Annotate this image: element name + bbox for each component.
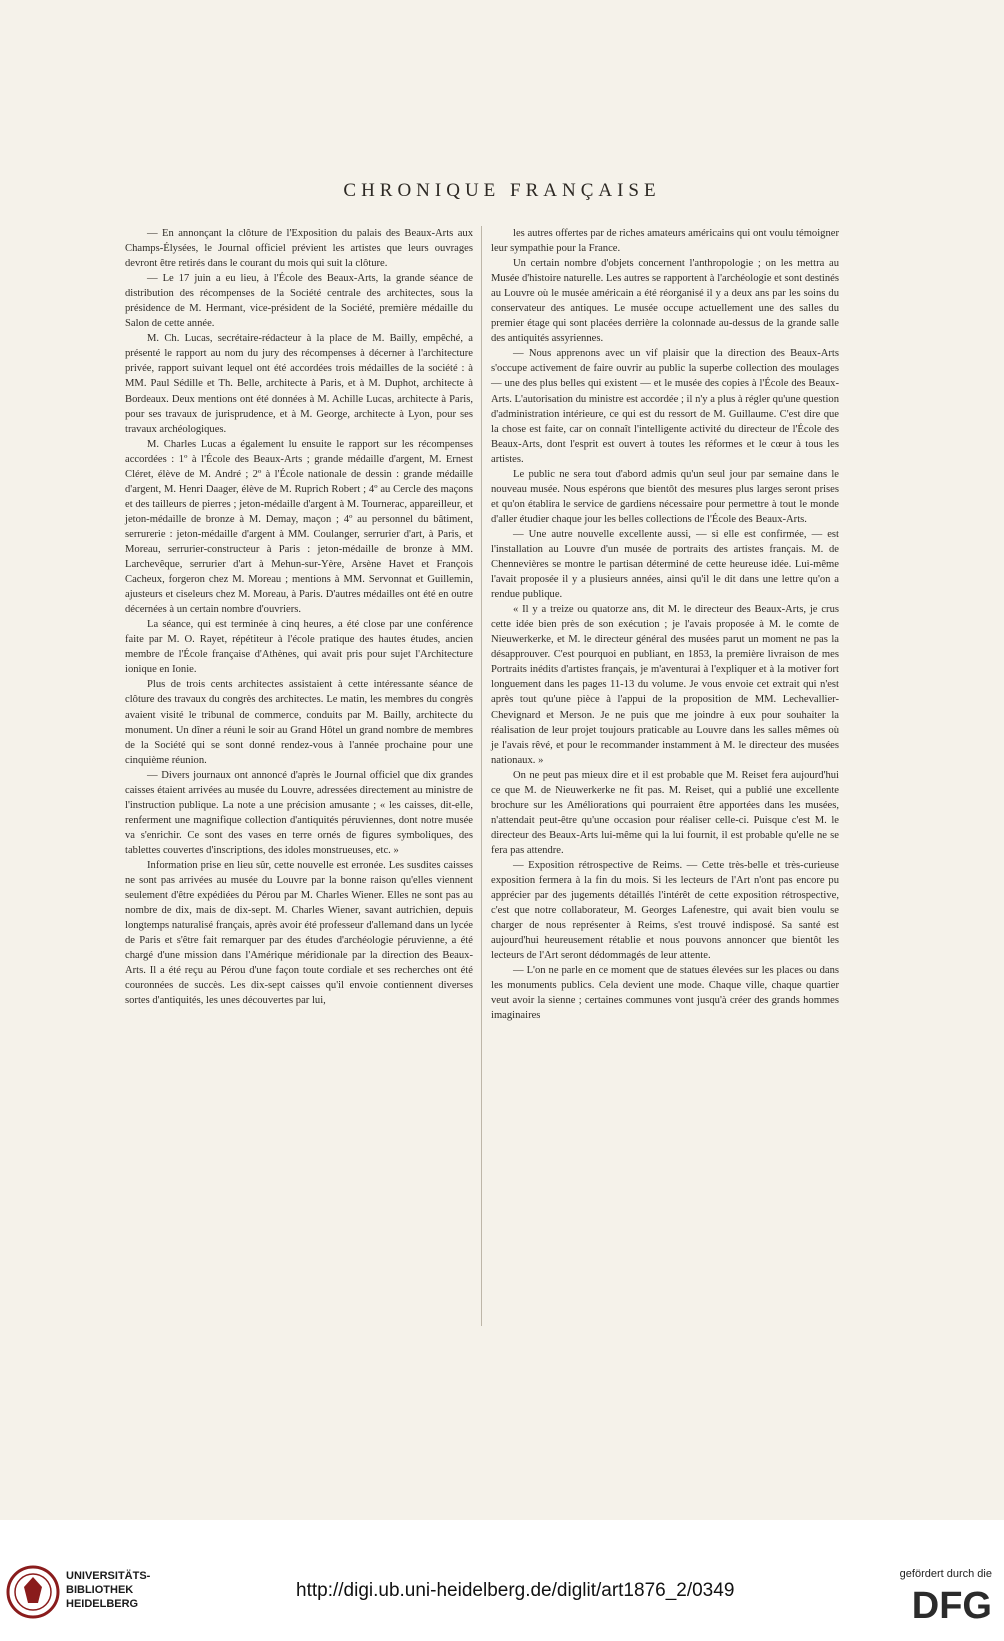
funder-label: gefördert durch die: [899, 1568, 992, 1580]
paragraph: M. Ch. Lucas, secrétaire-rédacteur à la place de M. Bailly, empêché, a présenté le rapport au nom du jury des récompenses à décerner à l'architecture privée, rapport suivant lequel ont été accordées trois médailles de la société : à MM. Paul Sédille et Th. Belle, architecte à Paris, et à M. Duphot, architecte à Bordeaux. Deux mentions ont été données à M. Achille Lucas, architecte à Paris, pour ses travaux de jurisprudence, et à M. George, architecte à Lyon, pour ses travaux archéologiques.: [125, 333, 473, 435]
paragraph: Un certain nombre d'objets concernent l'anthropologie ; on les mettra au Musée d'histoire naturelle. Les autres se rapportent à l'archéologie et sont destinés au Louvre où le musée américain a été réorganisé il y a deux ans par les soins du conservateur des antiques. Le musée occupe actuellement une des salles du premier étage qui sont placées derrière la colonnade au-dessus de la grande salle des antiquités assyriennes.: [491, 258, 839, 345]
paragraph: « Il y a treize ou quatorze ans, dit M. le directeur des Beaux-Arts, je crus cette idée bien près de son exécution ; je l'avais proposée à M. le comte de Nieuwerkerke, et M. le directeur général des musées parut un moment ne pas la désapprouver. C'est pourquoi en publiant, en 1853, la première livraison de mes Portraits inédits d'artistes français, je m'aventurai à l'expliquer et à la motiver fort longuement dans les pages 11-13 du volume. Je vous envoie cet extrait qui n'est après tout qu'une pièce à l'appui de la proposition de MM. Lechevallier-Chevignard et Merson. Je ne puis que me joindre à eux pour souhaiter la réalisation de leur projet toujours praticable au Louvre dans les salles mêmes où je l'avais rêvé, et pour le recommander instamment à M. le directeur des musées nationaux. »: [491, 604, 839, 766]
footer-bar: [0, 1520, 1004, 1641]
paragraph: — Une autre nouvelle excellente aussi, — si elle est confirmée, — est l'installation au Louvre d'un musée de portraits des artistes français. M. de Chennevières se montre le partisan déterminé de cette heureuse idée. Lui-même l'avait proposée il y a plusieurs années, ainsi qu'il le dit dans une lettre qu'on a rendue publique.: [491, 528, 839, 601]
paragraph: Le public ne sera tout d'abord admis qu'un seul jour par semaine dans le nouveau musée. Nous espérons que bientôt des mesures plus larges seront prises et qu'on établira le service de gardiens nécessaire pour permettre à tout le monde d'aller étudier chaque jour les belles collections de l'École des Beaux-Arts.: [491, 468, 839, 525]
paragraph: — L'on ne parle en ce moment que de statues élevées sur les places ou dans les monuments publics. Cela devient une mode. Chaque ville, chaque quartier veut avoir la sienne ; certaines communes vont jusqu'à créer des grands hommes imaginaires: [491, 965, 839, 1022]
paragraph: — Le 17 juin a eu lieu, à l'École des Beaux-Arts, la grande séance de distribution des récompenses de la Société centrale des architectes, sous la présidence de M. Hermant, vice-président de la Société, première médaille du Salon de cette année.: [125, 273, 473, 330]
library-name-line: BIBLIOTHEK: [66, 1584, 134, 1596]
column-divider: [481, 226, 482, 1326]
library-name-line: HEIDELBERG: [66, 1598, 139, 1610]
paragraph: M. Charles Lucas a également lu ensuite le rapport sur les récompenses accordées : 1º à l'École des Beaux-Arts ; grande médaille d'argent, M. Ernest Cléret, élève de M. André ; 2º à l'École nationale de dessin : grande médaille d'argent, M. Henri Daager, élève de M. Ruprich Robert ; 4º au Cercle des maçons et des tailleurs de pierres ; jeton-médaille d'argent à M. Tournerac, appareilleur, et jeton-médaille de bronze à M. Demay, maçon ; 4º au personnel du bâtiment, serrurerie : jeton-médaille d'argent à MM. Coulanger, serrurier d'art, à Paris, et Moreau, serrurier-constructeur à Paris : jeton-médaille de bronze à MM. Larchevêque, serrurier d'art à Mehun-sur-Yère, Arsène Havet et François Cacheux, forgeron chez M. Moreau ; mentions à MM. Servonnat et Guillemin, ajusteurs et ciseleurs chez M. Moreau, à Paris. D'autres médailles ont été en outre décernées à un certain nombre d'ouvriers.: [125, 438, 473, 616]
paragraph: Plus de trois cents architectes assistaient à cette intéressante séance de clôture des travaux du congrès des architectes. Le matin, les membres du congrès avaient visité le tribunal de commerce, conduits par M. Bailly, architecte du monument. Un dîner a réuni le soir au Grand Hôtel un grand nombre de membres de la Société qui se sont donné rendez-vous à l'année prochaine pour une cinquième réunion.: [125, 679, 473, 766]
paragraph: — Nous apprenons avec un vif plaisir que la direction des Beaux-Arts s'occupe activement de faire ouvrir au public la superbe collection des moulages — une des plus belles qui existent — et le musée des copies à l'École des Beaux-Arts. L'autorisation du ministre est accordée ; il n'y a plus à régler qu'une question d'administration intérieure, ce qui est du ressort de M. Guillaume. C'est dire que la chose est faite, car on connaît l'intelligente activité du directeur de l'École des Beaux-Arts, dont l'esprit est ouvert à toutes les réformes et le cœur à tous les artistes.: [491, 348, 839, 465]
paragraph: Information prise en lieu sûr, cette nouvelle est erronée. Les susdites caisses ne sont pas arrivées au musée du Louvre par la bonne raison qu'elles viennent seulement d'être expédiées du Pérou par M. Charles Wiener. Elles ne sont pas au nombre de dix, mais de dix-sept. M. Charles Wiener, savant autrichien, depuis longtemps naturalisé français, après avoir été professeur d'allemand dans un lycée de Paris et s'être fait remarquer par des études d'archéologie péruvienne, a été chargé d'une mission dans l'Amérique méridionale par la direction des Beaux-Arts. Il a été reçu au Pérou d'une façon toute cordiale et ses recherches ont été couronnées de succès. Les dix-sept caisses qu'il envoie contiennent diverses sortes d'antiquités, les unes découvertes par lui,: [125, 859, 473, 1007]
library-name: [66, 1569, 150, 1611]
paragraph: La séance, qui est terminée à cinq heures, a été close par une conférence faite par M. O. Rayet, répétiteur à l'école pratique des hautes études, ancien membre de l'École française d'Athènes, qui avait pris pour sujet l'Architecture ionique en Ionie.: [125, 619, 473, 676]
library-name-line: UNIVERSITÄTS-: [66, 1570, 151, 1582]
right-column: [491, 226, 839, 1023]
paragraph: — Divers journaux ont annoncé d'après le Journal officiel que dix grandes caisses étaient arrivées au musée du Louvre, adressées directement au ministre de l'instruction publique. La note a une précision amusante ; « les caisses, dit-elle, renferment une magnifique collection d'antiquités péruviennes, dont notre musée va s'enrichir. Ce sont des vases en terre ornés de figures symboliques, des tablettes couvertes d'inscriptions, des idoles monstrueuses, etc. »: [125, 769, 473, 856]
university-seal-icon: [6, 1565, 60, 1619]
svg-text:DFG: DFG: [911, 1585, 992, 1624]
paragraph: les autres offertes par de riches amateurs américains qui ont voulu témoigner leur sympathie pour la France.: [491, 228, 839, 255]
paragraph: On ne peut pas mieux dire et il est probable que M. Reiset fera aujourd'hui ce que M. de Nieuwerkerke ne fit pas. M. Reiset, qui a publié une excellente brochure sur les Améliorations qui pourraient être apportées dans les musées, n'attendait peut-être qu'une occasion pour réaliser celle-ci. Puisque c'est M. le directeur des Beaux-Arts lui-même qui la lui fournit, il est probable qu'elle ne se fera pas attendre.: [491, 769, 839, 856]
funder-block: [862, 1568, 992, 1624]
left-column: [125, 226, 473, 1008]
dfg-logo-icon: [892, 1584, 992, 1624]
paragraph: — En annonçant la clôture de l'Exposition du palais des Beaux-Arts aux Champs-Élysées, le Journal officiel prévient les artistes que leurs ouvrages devront être retirés dans le courant du mois qui suit la clôture.: [125, 228, 473, 270]
source-url[interactable]: http://digi.ub.uni-heidelberg.de/diglit/art1876_2/0349: [296, 1580, 735, 1601]
paragraph: — Exposition rétrospective de Reims. — Cette très-belle et très-curieuse exposition fermera à la fin du mois. Si les lecteurs de l'Art n'ont pas encore pu apprécier par des jugements détaillés l'intérêt de cette exposition rétrospective, c'est que notre collaborateur, M. Georges Lafenestre, qui avait bien voulu se charger de nous représenter à Reims, s'est trouvé indisposé. Sa santé est aujourd'hui heureusement rétablie et nous pouvons annoncer que bientôt les lecteurs de l'Art seront dédommagés de leur attente.: [491, 859, 839, 962]
page-header: CHRONIQUE FRANÇAISE: [343, 180, 661, 201]
